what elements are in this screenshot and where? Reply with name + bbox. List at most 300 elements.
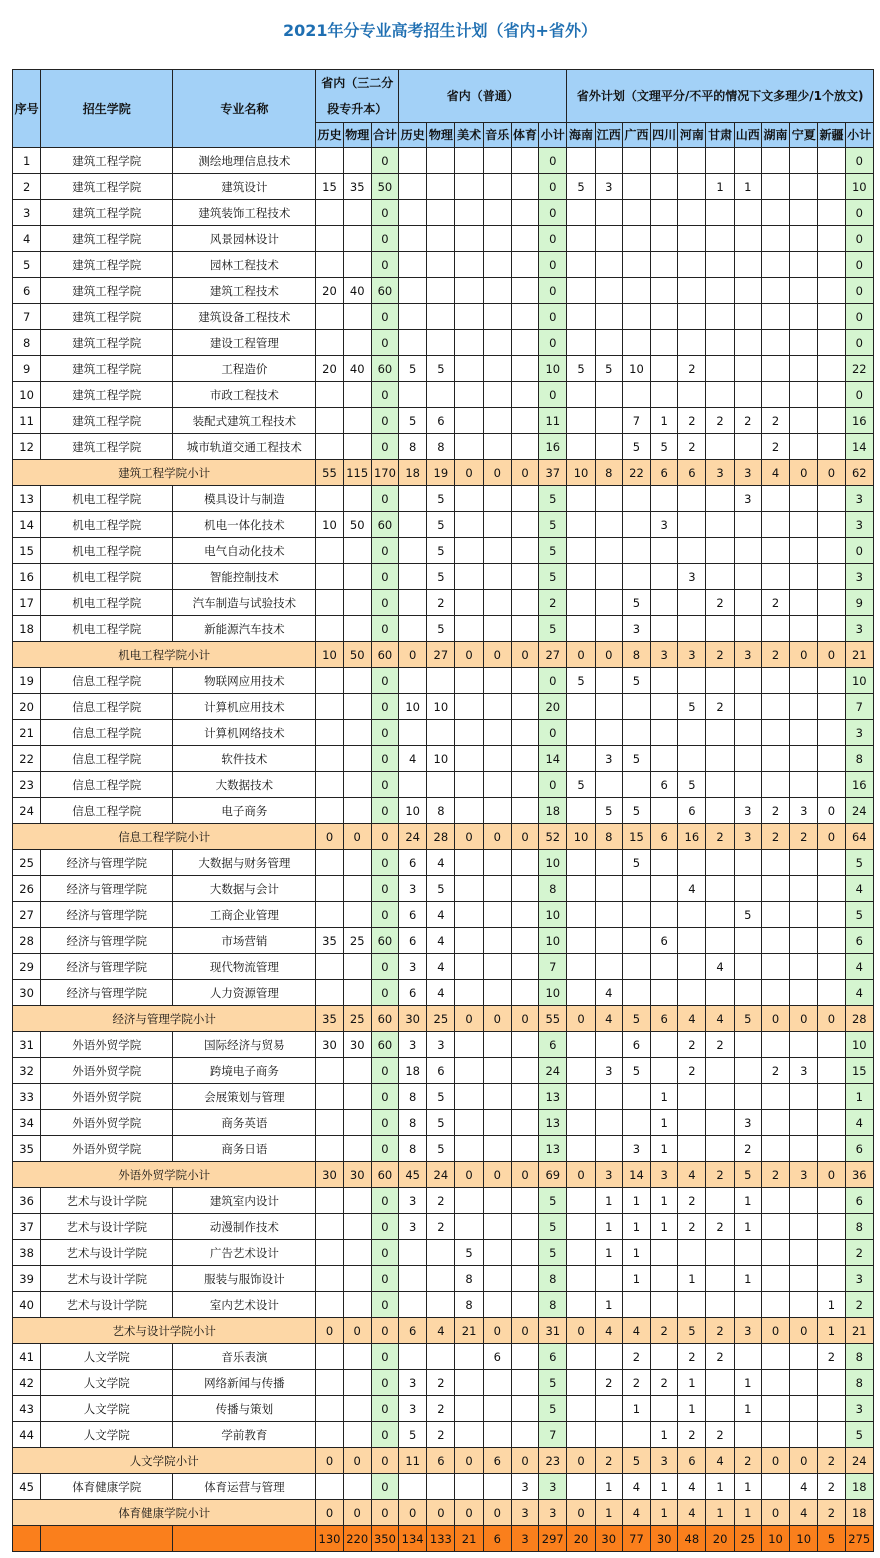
table-cell <box>790 538 818 564</box>
table-cell: 8 <box>845 1344 873 1370</box>
table-cell <box>678 590 706 616</box>
table-cell: 18 <box>845 1474 873 1500</box>
total-cell: 297 <box>539 1526 567 1552</box>
table-cell: 5 <box>427 486 455 512</box>
subtotal-cell: 0 <box>818 1162 845 1188</box>
table-cell: 3 <box>399 1032 427 1058</box>
subtotal-cell: 2 <box>706 824 734 850</box>
table-cell: 人文学院 <box>41 1422 173 1448</box>
table-cell: 13 <box>539 1084 567 1110</box>
table-cell: 1 <box>678 1370 706 1396</box>
table-cell: 10 <box>845 174 873 200</box>
table-cell <box>651 486 678 512</box>
table-cell: 5 <box>399 1422 427 1448</box>
table-cell <box>706 1396 734 1422</box>
table-cell <box>399 772 427 798</box>
table-cell: 0 <box>371 1188 398 1214</box>
table-cell <box>651 902 678 928</box>
table-cell <box>483 538 511 564</box>
subtotal-cell: 10 <box>316 642 343 668</box>
subtotal-cell: 0 <box>483 1006 511 1032</box>
table-cell <box>651 1058 678 1084</box>
subtotal-cell: 8 <box>622 642 650 668</box>
table-cell <box>595 616 622 642</box>
subtotal-cell: 3 <box>595 1162 622 1188</box>
table-cell <box>343 1240 371 1266</box>
subtotal-cell: 19 <box>427 460 455 486</box>
table-cell: 2 <box>706 590 734 616</box>
table-cell <box>343 980 371 1006</box>
subtotal-cell: 0 <box>371 1448 398 1474</box>
table-cell <box>761 746 789 772</box>
table-cell: 4 <box>845 1110 873 1136</box>
table-cell <box>511 356 538 382</box>
table-cell: 43 <box>13 1396 41 1422</box>
table-row <box>13 304 874 330</box>
table-cell <box>567 304 595 330</box>
subtotal-cell: 0 <box>343 1448 371 1474</box>
table-cell: 5 <box>567 356 595 382</box>
total-cell: 350 <box>371 1526 398 1552</box>
table-cell <box>455 928 483 954</box>
table-cell <box>595 1084 622 1110</box>
subtotal-cell: 6 <box>427 1448 455 1474</box>
subtotal-cell: 28 <box>845 1006 873 1032</box>
table-cell <box>483 278 511 304</box>
table-cell: 机电工程学院 <box>41 538 173 564</box>
subtotal-row <box>13 1006 874 1032</box>
total-cell: 20 <box>567 1526 595 1552</box>
table-cell <box>678 616 706 642</box>
table-cell: 9 <box>845 590 873 616</box>
table-cell: 5 <box>539 1188 567 1214</box>
subtotal-cell: 2 <box>595 1448 622 1474</box>
table-cell: 3 <box>734 798 761 824</box>
table-cell: 42 <box>13 1370 41 1396</box>
table-cell: 23 <box>13 772 41 798</box>
table-cell: 0 <box>845 200 873 226</box>
table-cell <box>427 252 455 278</box>
subtotal-cell: 2 <box>651 1318 678 1344</box>
table-cell <box>818 174 845 200</box>
table-cell <box>455 434 483 460</box>
subtotal-cell: 30 <box>316 1162 343 1188</box>
table-cell <box>483 408 511 434</box>
table-cell <box>511 1292 538 1318</box>
table-cell <box>761 330 789 356</box>
table-row <box>13 850 874 876</box>
table-cell <box>316 200 343 226</box>
table-cell <box>761 226 789 252</box>
table-cell <box>567 252 595 278</box>
table-cell <box>343 1136 371 1162</box>
table-cell <box>651 1344 678 1370</box>
table-cell <box>678 486 706 512</box>
table-cell: 2 <box>678 356 706 382</box>
table-cell <box>595 1422 622 1448</box>
subtotal-cell: 18 <box>845 1500 873 1526</box>
table-cell <box>483 1188 511 1214</box>
subtotal-cell: 0 <box>371 824 398 850</box>
subtotal-cell: 0 <box>818 642 845 668</box>
table-cell <box>622 928 650 954</box>
table-cell <box>651 278 678 304</box>
table-cell <box>678 954 706 980</box>
table-cell <box>511 1084 538 1110</box>
table-cell: 0 <box>845 148 873 174</box>
table-cell: 0 <box>845 382 873 408</box>
table-cell: 0 <box>371 252 398 278</box>
table-cell: 外语外贸学院 <box>41 1110 173 1136</box>
table-cell <box>343 408 371 434</box>
table-cell <box>483 1266 511 1292</box>
table-cell: 5 <box>13 252 41 278</box>
table-cell <box>343 902 371 928</box>
table-cell <box>511 200 538 226</box>
table-cell: 2 <box>706 1422 734 1448</box>
table-cell <box>818 876 845 902</box>
table-cell: 5 <box>622 434 650 460</box>
total-cell: 25 <box>734 1526 761 1552</box>
table-cell <box>761 1188 789 1214</box>
table-cell: 12 <box>13 434 41 460</box>
table-cell: 31 <box>13 1032 41 1058</box>
subtotal-cell: 0 <box>567 1162 595 1188</box>
table-cell <box>651 564 678 590</box>
table-cell <box>622 694 650 720</box>
table-cell <box>567 616 595 642</box>
table-cell: 14 <box>539 746 567 772</box>
table-cell <box>427 1292 455 1318</box>
table-cell: 工商企业管理 <box>173 902 316 928</box>
table-cell: 25 <box>343 928 371 954</box>
table-cell <box>790 772 818 798</box>
table-cell: 2 <box>678 1422 706 1448</box>
subtotal-cell: 0 <box>343 1318 371 1344</box>
table-cell <box>761 694 789 720</box>
table-cell <box>651 720 678 746</box>
table-cell <box>790 928 818 954</box>
table-cell: 0 <box>371 850 398 876</box>
subtotal-cell: 0 <box>316 1500 343 1526</box>
table-cell: 经济与管理学院 <box>41 954 173 980</box>
subtotal-cell: 1 <box>706 1500 734 1526</box>
table-cell: 建筑设计 <box>173 174 316 200</box>
subtotal-cell: 0 <box>511 1006 538 1032</box>
table-cell <box>567 928 595 954</box>
table-cell <box>483 252 511 278</box>
table-cell <box>567 1370 595 1396</box>
subtotal-cell: 0 <box>455 642 483 668</box>
table-cell <box>706 798 734 824</box>
header-group-prov32: 省内（三二分段专升本） <box>316 70 399 123</box>
table-cell: 5 <box>595 356 622 382</box>
table-cell <box>511 694 538 720</box>
table-cell: 50 <box>343 512 371 538</box>
table-cell <box>706 148 734 174</box>
table-cell: 机电一体化技术 <box>173 512 316 538</box>
table-row <box>13 746 874 772</box>
table-cell: 机电工程学院 <box>41 616 173 642</box>
table-cell <box>316 1292 343 1318</box>
table-cell <box>761 1136 789 1162</box>
table-cell: 39 <box>13 1266 41 1292</box>
subtotal-cell: 4 <box>622 1500 650 1526</box>
table-cell <box>678 1110 706 1136</box>
header-group-out: 省外计划（文理平分/不平的情况下文多理少/1个放文) <box>567 70 874 123</box>
table-cell: 3 <box>595 746 622 772</box>
table-cell <box>455 590 483 616</box>
table-cell <box>818 850 845 876</box>
table-cell: 60 <box>371 928 398 954</box>
table-cell <box>651 798 678 824</box>
table-cell: 2 <box>845 1240 873 1266</box>
table-cell <box>595 434 622 460</box>
total-cell: 3 <box>511 1526 538 1552</box>
table-row <box>13 1084 874 1110</box>
table-cell: 0 <box>371 200 398 226</box>
table-cell <box>790 1422 818 1448</box>
table-cell <box>483 668 511 694</box>
table-cell <box>511 1032 538 1058</box>
table-row <box>13 772 874 798</box>
table-cell <box>343 564 371 590</box>
table-cell: 电气自动化技术 <box>173 538 316 564</box>
table-cell: 5 <box>427 1084 455 1110</box>
subtotal-cell: 3 <box>651 1448 678 1474</box>
subtotal-cell: 6 <box>483 1448 511 1474</box>
table-cell: 4 <box>845 876 873 902</box>
table-cell <box>399 304 427 330</box>
table-cell <box>316 772 343 798</box>
header-sub-col: 四川 <box>651 123 678 148</box>
table-cell: 2 <box>678 1188 706 1214</box>
table-cell: 5 <box>845 902 873 928</box>
table-cell <box>511 226 538 252</box>
subtotal-cell: 0 <box>567 1500 595 1526</box>
table-cell <box>734 226 761 252</box>
subtotal-cell: 0 <box>371 1500 398 1526</box>
subtotal-cell: 2 <box>706 1318 734 1344</box>
subtotal-cell: 25 <box>427 1006 455 1032</box>
table-cell <box>734 1292 761 1318</box>
table-cell <box>734 772 761 798</box>
subtotal-cell: 2 <box>761 642 789 668</box>
table-cell: 18 <box>539 798 567 824</box>
subtotal-cell: 0 <box>761 1318 789 1344</box>
table-cell: 1 <box>734 1474 761 1500</box>
table-cell <box>678 512 706 538</box>
table-cell <box>343 1110 371 1136</box>
table-cell: 0 <box>371 1422 398 1448</box>
table-cell <box>399 252 427 278</box>
table-cell: 18 <box>399 1058 427 1084</box>
table-cell: 3 <box>622 1136 650 1162</box>
table-cell: 5 <box>539 512 567 538</box>
table-cell <box>511 902 538 928</box>
table-cell <box>316 434 343 460</box>
table-cell <box>651 304 678 330</box>
subtotal-cell: 3 <box>539 1500 567 1526</box>
table-row <box>13 876 874 902</box>
table-cell: 8 <box>399 1110 427 1136</box>
table-cell: 0 <box>371 148 398 174</box>
subtotal-cell: 6 <box>399 1318 427 1344</box>
subtotal-cell: 5 <box>622 1006 650 1032</box>
table-row <box>13 902 874 928</box>
table-cell <box>343 1474 371 1500</box>
subtotal-cell: 50 <box>343 642 371 668</box>
table-cell <box>734 1240 761 1266</box>
table-cell: 1 <box>622 1266 650 1292</box>
table-cell: 人文学院 <box>41 1370 173 1396</box>
table-cell <box>734 1344 761 1370</box>
table-cell: 1 <box>651 408 678 434</box>
table-cell: 5 <box>678 772 706 798</box>
table-cell: 2 <box>427 1370 455 1396</box>
subtotal-cell: 0 <box>567 1006 595 1032</box>
table-cell <box>818 720 845 746</box>
subtotal-cell: 30 <box>343 1162 371 1188</box>
table-cell <box>706 876 734 902</box>
table-row <box>13 1240 874 1266</box>
subtotal-cell: 0 <box>483 1162 511 1188</box>
table-cell: 6 <box>399 928 427 954</box>
table-cell <box>651 200 678 226</box>
table-cell: 0 <box>371 538 398 564</box>
table-cell <box>761 902 789 928</box>
subtotal-label: 人文学院小计 <box>13 1448 316 1474</box>
table-cell <box>595 850 622 876</box>
table-cell: 会展策划与管理 <box>173 1084 316 1110</box>
subtotal-cell: 170 <box>371 460 398 486</box>
subtotal-label: 经济与管理学院小计 <box>13 1006 316 1032</box>
table-cell: 3 <box>13 200 41 226</box>
table-cell <box>761 1032 789 1058</box>
table-cell <box>343 486 371 512</box>
header-college: 招生学院 <box>41 70 173 148</box>
table-cell <box>343 1292 371 1318</box>
table-cell <box>316 148 343 174</box>
table-cell <box>734 668 761 694</box>
table-cell <box>622 278 650 304</box>
table-cell <box>343 616 371 642</box>
table-cell: 5 <box>845 850 873 876</box>
table-cell <box>595 954 622 980</box>
table-cell <box>343 668 371 694</box>
table-cell <box>595 1136 622 1162</box>
table-cell <box>734 512 761 538</box>
table-cell: 现代物流管理 <box>173 954 316 980</box>
subtotal-cell: 0 <box>483 642 511 668</box>
subtotal-cell: 16 <box>678 824 706 850</box>
table-cell <box>790 304 818 330</box>
table-cell: 机电工程学院 <box>41 590 173 616</box>
table-cell: 建筑工程学院 <box>41 200 173 226</box>
subtotal-cell: 0 <box>343 1500 371 1526</box>
total-cell: 48 <box>678 1526 706 1552</box>
table-cell <box>678 200 706 226</box>
table-cell <box>790 1292 818 1318</box>
table-cell <box>483 616 511 642</box>
table-cell: 6 <box>483 1344 511 1370</box>
table-cell: 1 <box>651 1422 678 1448</box>
table-cell: 2 <box>678 434 706 460</box>
table-row <box>13 616 874 642</box>
table-cell: 5 <box>427 876 455 902</box>
table-cell <box>818 434 845 460</box>
table-cell <box>678 538 706 564</box>
table-cell <box>455 902 483 928</box>
total-cell: 21 <box>455 1526 483 1552</box>
subtotal-label: 机电工程学院小计 <box>13 642 316 668</box>
subtotal-cell: 0 <box>790 460 818 486</box>
table-cell: 0 <box>371 382 398 408</box>
table-cell: 32 <box>13 1058 41 1084</box>
table-cell <box>455 408 483 434</box>
table-cell <box>818 330 845 356</box>
table-cell: 经济与管理学院 <box>41 980 173 1006</box>
table-cell <box>818 356 845 382</box>
table-cell <box>651 694 678 720</box>
table-cell: 学前教育 <box>173 1422 316 1448</box>
table-cell <box>455 1344 483 1370</box>
table-cell <box>595 148 622 174</box>
table-cell <box>511 278 538 304</box>
table-cell <box>427 1344 455 1370</box>
table-cell: 1 <box>734 1266 761 1292</box>
table-cell <box>343 720 371 746</box>
subtotal-row <box>13 642 874 668</box>
table-cell <box>734 954 761 980</box>
table-cell <box>761 538 789 564</box>
table-cell <box>706 538 734 564</box>
table-cell <box>761 616 789 642</box>
table-cell <box>622 200 650 226</box>
table-cell <box>595 538 622 564</box>
subtotal-cell: 4 <box>622 1318 650 1344</box>
table-cell: 传播与策划 <box>173 1396 316 1422</box>
table-cell <box>567 902 595 928</box>
table-cell: 建筑工程学院 <box>41 382 173 408</box>
table-cell <box>343 226 371 252</box>
table-cell <box>790 954 818 980</box>
subtotal-cell: 36 <box>845 1162 873 1188</box>
table-cell <box>316 1188 343 1214</box>
table-cell: 风景园林设计 <box>173 226 316 252</box>
table-cell <box>622 1110 650 1136</box>
table-cell <box>734 876 761 902</box>
table-cell <box>316 1136 343 1162</box>
subtotal-cell: 0 <box>818 1006 845 1032</box>
table-row <box>13 330 874 356</box>
table-cell <box>316 954 343 980</box>
subtotal-cell: 30 <box>399 1006 427 1032</box>
table-cell <box>734 1032 761 1058</box>
table-cell <box>567 1422 595 1448</box>
subtotal-cell: 0 <box>399 642 427 668</box>
subtotal-row <box>13 1318 874 1344</box>
table-cell <box>343 1370 371 1396</box>
table-cell <box>511 1422 538 1448</box>
table-cell <box>678 902 706 928</box>
table-cell <box>790 1240 818 1266</box>
table-cell <box>790 382 818 408</box>
table-cell: 10 <box>539 902 567 928</box>
header-sub-col: 合计 <box>371 123 398 148</box>
table-cell <box>343 434 371 460</box>
table-cell <box>483 876 511 902</box>
